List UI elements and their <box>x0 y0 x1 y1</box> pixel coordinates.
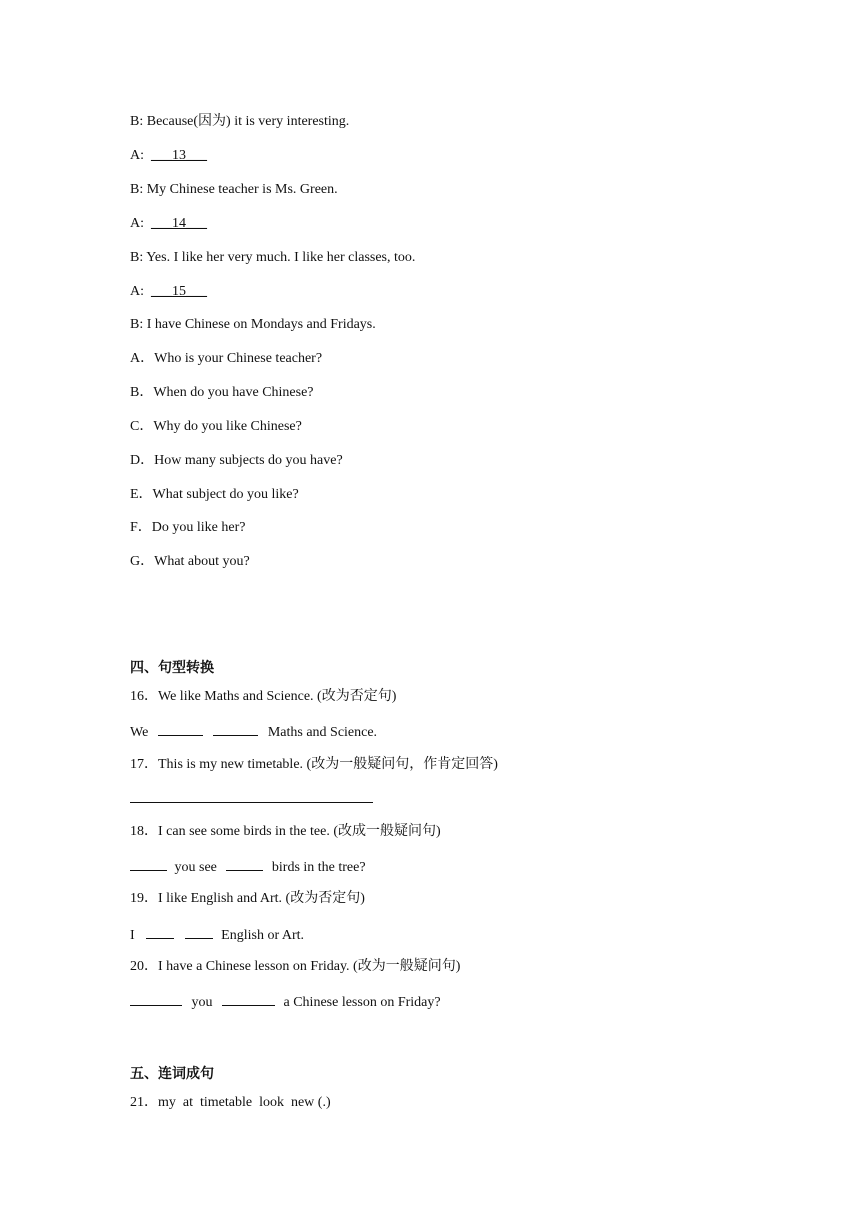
question-18: 18．I can see some birds in the tee. (改成一般疑问句) <box>130 824 441 839</box>
answer-word: you see <box>174 860 217 875</box>
answer-word: English or Art. <box>221 928 305 943</box>
dialogue-line-a15 <box>130 283 207 301</box>
blank-line[interactable] <box>185 925 213 939</box>
answer-18 <box>130 857 366 877</box>
dialogue-line-b4: B: I have Chinese on Mondays and Fridays. <box>130 317 376 332</box>
option-e: E．What subject do you like? <box>130 487 299 502</box>
answer-word: I <box>130 928 135 943</box>
question-20: 20．I have a Chinese lesson on Friday. (改为一般疑问句) <box>130 959 461 974</box>
dialogue-line-b2: B: My Chinese teacher is Ms. Green. <box>130 182 338 197</box>
answer-19 <box>130 925 304 945</box>
blank-14: ___14___ <box>151 216 207 231</box>
option-g: G．What about you? <box>130 554 250 569</box>
dialogue-line-b1: B: Because(因为) it is very interesting. <box>130 114 350 129</box>
answer-word: a Chinese lesson on Friday? <box>283 995 441 1010</box>
blank-line[interactable] <box>158 722 203 736</box>
dialogue-line-b3: B: Yes. I like her very much. I like her classes, too. <box>130 250 416 265</box>
answer-17-line[interactable] <box>130 802 373 803</box>
answer-word: We <box>130 725 149 740</box>
answer-word: you <box>191 995 213 1010</box>
speaker-label: A: <box>130 216 151 231</box>
blank-line[interactable] <box>146 925 174 939</box>
dialogue-line-a13 <box>130 147 207 165</box>
question-16: 16．We like Maths and Science. (改为否定句) <box>130 689 397 704</box>
dialogue-line-a14 <box>130 215 207 233</box>
blank-line[interactable] <box>130 992 182 1006</box>
option-f: F．Do you like her? <box>130 520 246 535</box>
blank-line[interactable] <box>222 992 275 1006</box>
answer-word: birds in the tree? <box>271 860 366 875</box>
blank-13: ___13___ <box>151 148 207 163</box>
section-5-title: 五、连词成句 <box>130 1066 214 1082</box>
blank-line[interactable] <box>213 722 258 736</box>
blank-line[interactable] <box>226 857 263 871</box>
answer-word: Maths and Science. <box>267 725 378 740</box>
answer-16 <box>130 722 377 742</box>
question-19: 19．I like English and Art. (改为否定句) <box>130 891 365 906</box>
blank-line[interactable] <box>130 857 167 871</box>
option-c: C．Why do you like Chinese? <box>130 419 302 434</box>
option-b: B．When do you have Chinese? <box>130 385 314 400</box>
section-4-title: 四、句型转换 <box>130 660 214 676</box>
question-21: 21．my at timetable look new (.) <box>130 1095 331 1110</box>
speaker-label: A: <box>130 284 151 299</box>
blank-15: ___15___ <box>151 284 207 299</box>
question-17: 17．This is my new timetable. (改为一般疑问句，作肯定回答) <box>130 757 498 772</box>
option-d: D．How many subjects do you have? <box>130 453 343 468</box>
option-a: A．Who is your Chinese teacher? <box>130 351 323 366</box>
answer-20 <box>130 992 441 1012</box>
speaker-label: A: <box>130 148 151 163</box>
